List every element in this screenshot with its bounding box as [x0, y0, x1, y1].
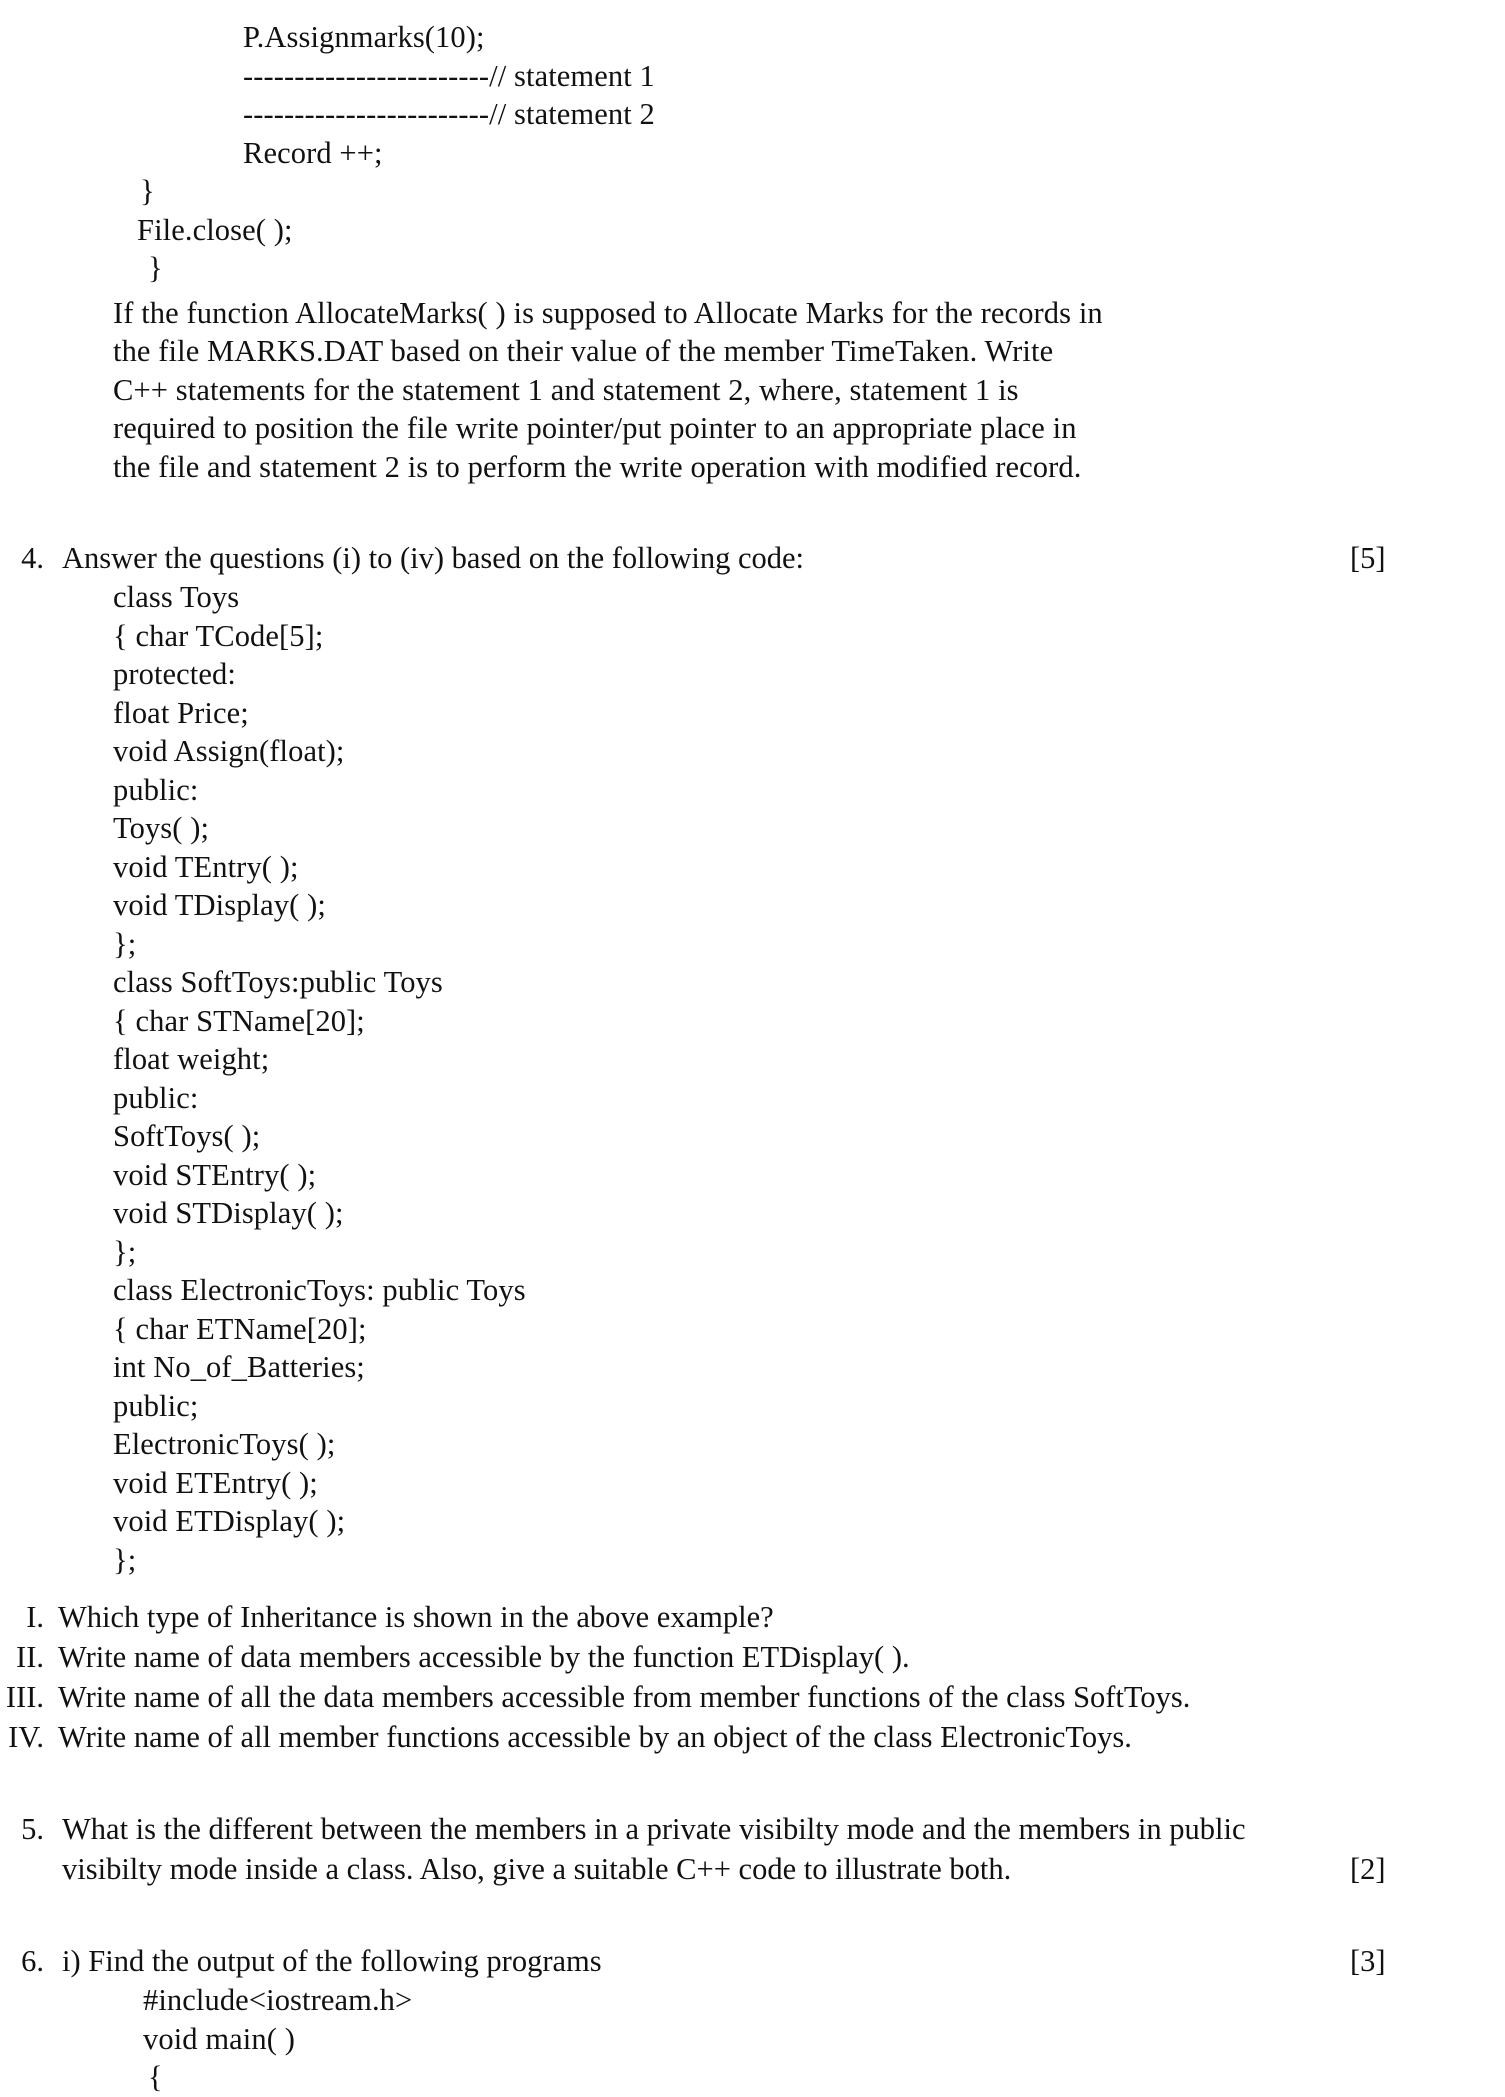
code-line: };: [113, 1234, 137, 1269]
list-item-numeral: II.: [16, 1640, 44, 1674]
section-spacer: [0, 486, 1505, 538]
list-item-numeral: III.: [5, 1680, 44, 1714]
code-line: int No_of_Batteries;: [113, 1350, 365, 1384]
section-spacer: [0, 1889, 1505, 1941]
code-line: void TEntry( );: [113, 849, 299, 884]
code-line: public;: [113, 1388, 199, 1423]
question-prompt: Answer the questions (i) to (iv) based on the following code:: [62, 541, 805, 575]
intro-paragraph: If the function AllocateMarks( ) is supposed to Allocate Marks for the records in the file MARKS.DAT based on their value of the member TimeTaken. Write C++ statements for the statement 1 and statement 2, where, statement 1 is required to position the file write pointer/put pointer to an appropriate place in the file and statement 2 is to perform the write operation with modified record.: [113, 295, 1111, 484]
top-code-fragment: [0, 18, 1505, 288]
code-line: };: [113, 926, 137, 961]
question-number: 5.: [21, 1812, 44, 1846]
code-line: {: [148, 2060, 163, 2094]
question-number: 6.: [21, 1944, 44, 1978]
code-line: void ETDisplay( );: [113, 1504, 346, 1538]
code-line: };: [113, 1542, 137, 1577]
code-line: public:: [113, 1080, 199, 1115]
code-line: protected:: [113, 657, 236, 691]
code-line: { char TCode[5];: [113, 618, 324, 653]
code-line: class Toys: [113, 580, 240, 614]
code-line: Record ++;: [243, 135, 383, 170]
list-item-numeral: IV.: [8, 1720, 44, 1754]
code-line: { char STName[20];: [113, 1003, 365, 1038]
code-line: float weight;: [113, 1042, 270, 1076]
code-line: class ElectronicToys: public Toys: [113, 1273, 526, 1307]
question-5: [0, 1809, 1505, 1889]
code-line: ElectronicToys( );: [113, 1427, 336, 1461]
code-line: class SoftToys:public Toys: [113, 965, 443, 999]
code-line: #include<iostream.h>: [143, 1983, 413, 2017]
question-4-code-block: [0, 578, 1505, 1579]
question-marks: [3]: [1350, 1944, 1386, 1978]
code-line: SoftToys( );: [113, 1119, 261, 1153]
code-line: void ETEntry( );: [113, 1465, 318, 1500]
code-line: }: [140, 174, 155, 208]
list-item-text: Which type of Inheritance is shown in the above example?: [58, 1600, 774, 1634]
code-line: ------------------------// statement 2: [243, 97, 655, 131]
list-item-text: Write name of all member functions accessible by an object of the class ElectronicToys.: [58, 1720, 1132, 1754]
code-line: File.close( );: [137, 212, 293, 247]
question-4-sub-items: [0, 1597, 1505, 1757]
code-line: void STDisplay( );: [113, 1196, 344, 1230]
question-prompt: i) Find the output of the following programs: [62, 1944, 602, 1978]
question-6-code-block: [0, 1981, 1505, 2097]
question-6: [0, 1941, 1505, 1981]
code-line: }: [148, 251, 163, 285]
question-number: 4.: [21, 541, 44, 575]
section-spacer: [0, 1757, 1505, 1809]
code-line: { char ETName[20];: [113, 1311, 367, 1346]
code-line: ------------------------// statement 1: [243, 58, 655, 93]
question-4: [0, 538, 1505, 578]
list-item-text: Write name of all the data members accessible from member functions of the class SoftToys.: [58, 1680, 1191, 1714]
list-item: [0, 1597, 1505, 1637]
list-item-text: Write name of data members accessible by the function ETDisplay( ).: [58, 1640, 910, 1674]
question-text-line: What is the different between the members in a private visibilty mode and the members in public: [62, 1812, 1246, 1846]
code-line: P.Assignmarks(10);: [243, 20, 485, 54]
question-marks: [5]: [1350, 541, 1386, 575]
question-marks: [2]: [1350, 1852, 1386, 1886]
list-item-numeral: I.: [26, 1600, 44, 1634]
list-item: [0, 1677, 1505, 1717]
list-item: [0, 1717, 1505, 1757]
code-line: void Assign(float);: [113, 734, 345, 768]
code-line: Toys( );: [113, 811, 210, 845]
code-line: public:: [113, 772, 199, 807]
list-spacer: [0, 1579, 1505, 1597]
question-text-line: visibilty mode inside a class. Also, give a suitable C++ code to illustrate both.: [62, 1852, 1012, 1886]
code-line: void TDisplay( );: [113, 888, 326, 922]
top-margin-spacer: [0, 0, 1505, 18]
code-line: void STEntry( );: [113, 1157, 317, 1192]
code-line: float Price;: [113, 695, 249, 730]
code-line: void main( ): [143, 2021, 295, 2056]
list-item: [0, 1637, 1505, 1677]
